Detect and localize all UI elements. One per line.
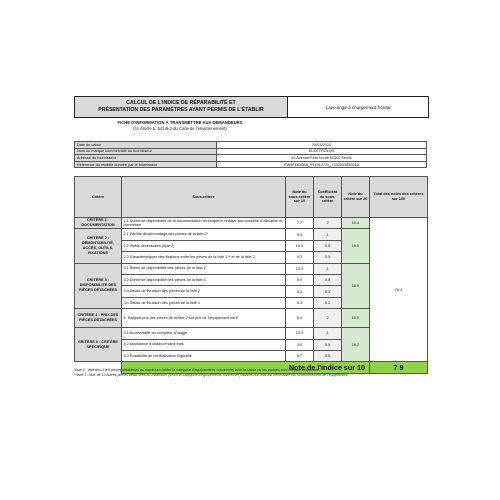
title-line-2: PRÉSENTATION DES PARAMÈTRES AYANT PERMIS DE L'ÉTABLIR	[98, 107, 264, 113]
criterion-4-note: 10.0	[342, 309, 370, 328]
subcriterion-label: 5.1 Accessibilité du compteur d'usage	[122, 328, 286, 339]
subcriterion-coef: 1	[314, 263, 342, 274]
subcriterion-coef: 2	[314, 218, 342, 229]
header-total: Total des notes des critères sur 100	[370, 177, 428, 218]
info-row	[75, 161, 427, 168]
header-coef: Coefficient du sous-critère	[314, 177, 342, 218]
subcriterion-note: 5.0	[286, 309, 314, 328]
subcriterion-label: 3.4 Délais de livraison des pièces de la liste 1	[122, 297, 286, 308]
title-line-1: CALCUL DE L'INDICE DE RÉPARABILITÉ ET	[126, 99, 236, 106]
product-type: Lave-linge à chargement frontal	[325, 104, 391, 110]
header-row	[75, 177, 428, 218]
info-label: Date du calcul	[75, 142, 217, 149]
subcriterion-coef: 0.3	[314, 286, 342, 297]
final-score-label: Note de l'indice sur 10	[122, 362, 370, 374]
criterion-5-note: 16.2	[342, 328, 370, 362]
footnote-liste-2: *liste 2 : liste des 3 à 5 pièces détachées au maximum (selon la catégorie d'équipements concernée) dont la casse ou les pannes sont les plus fréquentes ;	[74, 368, 321, 372]
header-note-sous: Note du sous-critère sur 10	[286, 177, 314, 218]
subcriterion-note: 10.0	[286, 240, 314, 251]
footnotes	[74, 368, 427, 378]
subcriterion-coef: 2	[314, 309, 342, 328]
fiche-heading	[74, 120, 286, 131]
header-critere: Critère	[75, 177, 122, 218]
subcriterion-coef: 1	[314, 328, 342, 339]
criterion-2-name: CRITÈRE 2 : DÉMONTABILITÉ, ACCÈS, OUTILS, FIXATIONS	[75, 229, 122, 263]
subcriterion-label: 4. Rapport prix des pièces de la liste 2 sur prix de l'équipement neuf	[122, 309, 286, 328]
criterion-2-note: 19.0	[342, 229, 370, 263]
subcriterion-note: 8.7	[286, 350, 314, 361]
footnote-liste-1: **liste 1 : liste de 10 autres pièces détachées au maximum (selon la catégorie d'équipements concernée) dont le bon état est nécessaire au fonctionnement de l'équipement.	[74, 372, 349, 377]
subcriterion-coef: 0.5	[314, 252, 342, 263]
subcriterion-label: 3.3 Délais de livraison des pièces de la liste 2	[122, 286, 286, 297]
subcriterion-note: 9.0	[286, 274, 314, 285]
repairability-table	[74, 176, 428, 374]
info-value: ELECTROLUX	[217, 148, 427, 155]
criterion-4-name: CRITÈRE 4 : PRIX DES PIÈCES DÉTACHÉES	[75, 309, 122, 328]
final-score-value: 7.9	[370, 362, 428, 374]
subcriterion-label: 5.2 Assistance à distance sans frais	[122, 339, 286, 350]
info-value: 43 Avenue Félix Louat 60300 Senlis	[217, 155, 427, 162]
info-label: Nom ou marque commerciale du fournisseur	[75, 148, 217, 155]
subcriterion-note: 4.0	[286, 339, 314, 350]
subcriterion-coef: 0.5	[314, 350, 342, 361]
total-score: 79.4	[370, 218, 428, 362]
fiche-line-2: (cf. Article L. 541-9-2 du Code de l'environnement)	[133, 125, 227, 131]
info-row	[75, 155, 427, 162]
subcriterion-label: 3.2 Durée de disponibilité des pièces de la liste 1	[122, 274, 286, 285]
subcriterion-coef: 1	[314, 229, 342, 240]
info-label: Adresse du fournisseur	[75, 155, 217, 162]
criterion-1-note: 15.4	[342, 218, 370, 229]
header-note-crit: Note du critère sur 20	[342, 177, 370, 218]
info-value: EW5F1834BA_914917726_7332543459318	[217, 161, 427, 168]
header-sous-critere: Sous-critère	[122, 177, 286, 218]
subcriterion-label: 2.3 Caractéristiques des fixations entre les pièces de la liste 1** et de la liste 2	[122, 252, 286, 263]
fiche-line-1: FICHE D'INFORMATION À TRANSMETTRE AUX DEMANDEURS	[117, 120, 243, 125]
subcriterion-note: 8.3	[286, 297, 314, 308]
subcriterion-coef: 0.5	[314, 240, 342, 251]
info-row	[75, 142, 427, 149]
subcriterion-label: 2.2 Outils nécessaires (liste 2)	[122, 240, 286, 251]
subcriterion-label: 5.3 Possibilité de réinitialisation logicielle	[122, 350, 286, 361]
criterion-3-name: CRITÈRE 3 : DISPONIBILITÉ DES PIÈCES DÉTACHÉES	[75, 263, 122, 309]
subcriterion-note: 9.3	[286, 229, 314, 240]
criterion-1-name: CRITÈRE 1 : DOCUMENTATION	[75, 218, 122, 229]
subcriterion-label: 1.1 Durée de disponibilité de la documentation technique et relative aux conseils d'utilisation et d'entretien	[122, 218, 286, 229]
subcriterion-note: 9.3	[286, 252, 314, 263]
subcriterion-label: 2.1 Facilité de démontage des pièces de la liste 2*	[122, 229, 286, 240]
supplier-info-table	[74, 141, 427, 168]
title-box	[74, 96, 429, 118]
info-label: Référence du modèle donnée par le fournisseur	[75, 161, 217, 168]
table-row	[75, 218, 428, 229]
criterion-5-name: CRITÈRE 5 : CRITÈRE SPÉCIFIQUE	[75, 328, 122, 362]
info-value: 29/03/2024	[217, 142, 427, 149]
subcriterion-note: 7.7	[286, 218, 314, 229]
subcriterion-coef: 0.2	[314, 297, 342, 308]
subcriterion-label: 3.1 Durée de disponibilité des pièces de la liste 2	[122, 263, 286, 274]
document-title	[75, 97, 288, 117]
subcriterion-coef: 0.5	[314, 339, 342, 350]
subcriterion-note: 10.0	[286, 328, 314, 339]
info-row	[75, 148, 427, 155]
subcriterion-note: 10.0	[286, 263, 314, 274]
criterion-3-note: 18.9	[342, 263, 370, 309]
subcriterion-coef: 0.5	[314, 274, 342, 285]
subcriterion-note: 8.2	[286, 286, 314, 297]
